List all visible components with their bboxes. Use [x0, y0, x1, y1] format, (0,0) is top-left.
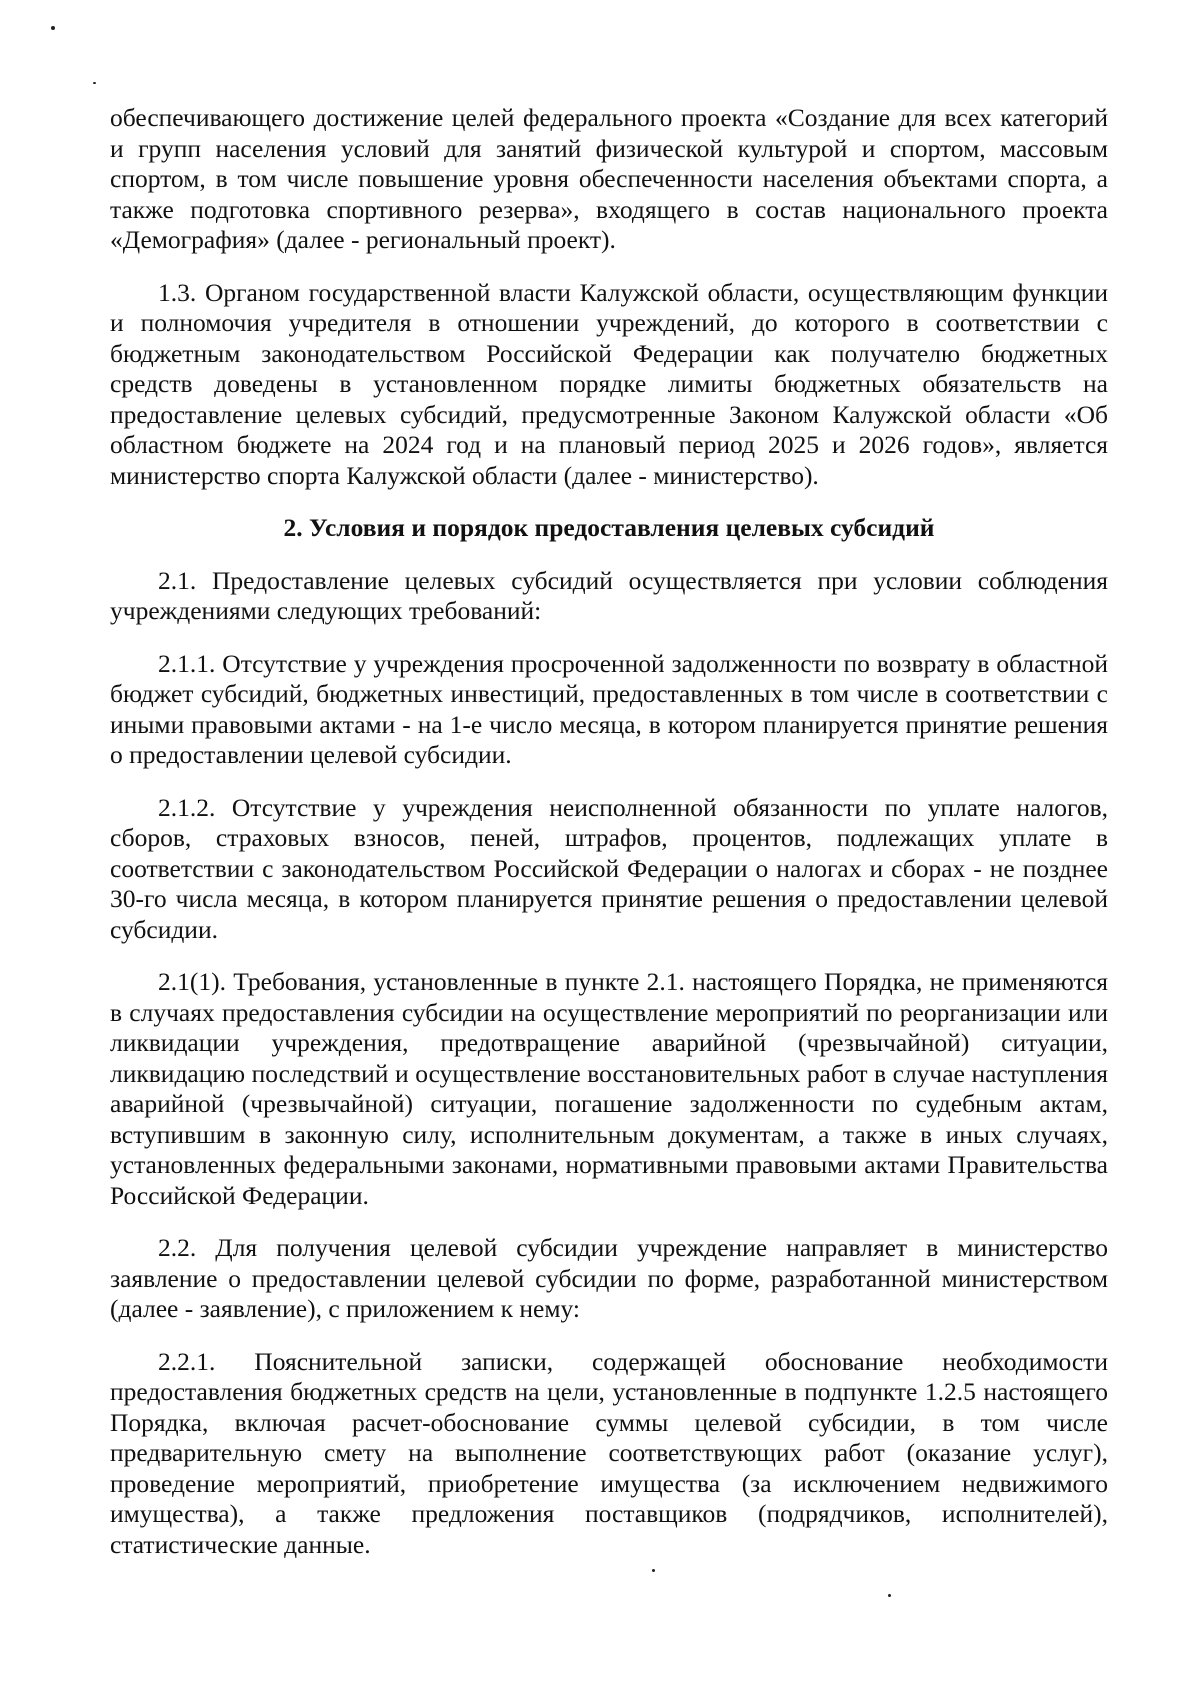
- paragraph-2-1-1-bis: 2.1(1). Требования, установленные в пункте 2.1. настоящего Порядка, не применяются в случаях предоставления субсидии на осуществление мероприятий по реорганизации или ликвидации учреждения, предотвращение аварийной (чрезвычайной) ситуации, ликвидацию последствий и осуществление восстановительных работ в случае наступления аварийной (чрезвычайной) ситуации, погашение задолженности по судебным актам, вступившим в законную силу, исполнительным документам, а также в иных случаях, установленных федеральными законами, нормативными правовыми актами Правительства Российской Федерации.: [110, 967, 1108, 1210]
- paragraph-continuation: обеспечивающего достижение целей федерального проекта «Создание для всех категорий и групп населения условий для занятий физической культурой и спортом, массовым спортом, в том числе повышение уровня обеспеченности населения объектами спорта, а также подготовка спортивного резерва», входящего в состав национального проекта «Демография» (далее - региональный проект).: [110, 103, 1108, 254]
- scan-speck: [93, 82, 96, 84]
- section-heading-2: 2. Условия и порядок предоставления целевых субсидий: [283, 513, 935, 542]
- scan-speck: [51, 26, 55, 30]
- scan-speck: [652, 1569, 655, 1572]
- scan-speck: [888, 1594, 891, 1597]
- paragraph-2-1: 2.1. Предоставление целевых субсидий осуществляется при условии соблюдения учреждениями следующих требований:: [110, 565, 1108, 625]
- paragraph-2-2: 2.2. Для получения целевой субсидии учреждение направляет в министерство заявление о предоставлении целевой субсидии по форме, разработанной министерством (далее - заявление), с приложением к нему:: [110, 1233, 1108, 1323]
- paragraph-2-1-2: 2.1.2. Отсутствие у учреждения неисполненной обязанности по уплате налогов, сборов, страховых взносов, пеней, штрафов, процентов, подлежащих уплате в соответствии с законодательством Российской Федерации о налогах и сборах - не позднее 30-го числа месяца, в котором планируется принятие решения о предоставлении целевой субсидии.: [110, 792, 1108, 944]
- paragraph-1-3: 1.3. Органом государственной власти Калужской области, осуществляющим функции и полномочия учредителя в отношении учреждений, до которого в соответствии с бюджетным законодательством Российской Федерации как получателю бюджетных средств доведены в установленном порядке лимиты бюджетных обязательств на предоставление целевых субсидий, предусмотренные Законом Калужской области «Об областном бюджете на 2024 год и на плановый период 2025 и 2026 годов», является министерство спорта Калужской области (далее - министерство).: [110, 277, 1108, 490]
- document-body: [110, 103, 1108, 1560]
- paragraph-2-1-1: 2.1.1. Отсутствие у учреждения просроченной задолженности по возврату в областной бюджет субсидий, бюджетных инвестиций, предоставленных в том числе в соответствии с иными правовыми актами - на 1-е число месяца, в котором планируется принятие решения о предоставлении целевой субсидии.: [110, 648, 1108, 769]
- paragraph-2-2-1: 2.2.1. Пояснительной записки, содержащей обоснование необходимости предоставления бюджетных средств на цели, установленные в подпункте 1.2.5 настоящего Порядка, включая расчет-обоснование суммы целевой субсидии, в том числе предварительную смету на выполнение соответствующих работ (оказание услуг), проведение мероприятий, приобретение имущества (за исключением недвижимого имущества), а также предложения поставщиков (подрядчиков, исполнителей), статистические данные.: [110, 1346, 1108, 1559]
